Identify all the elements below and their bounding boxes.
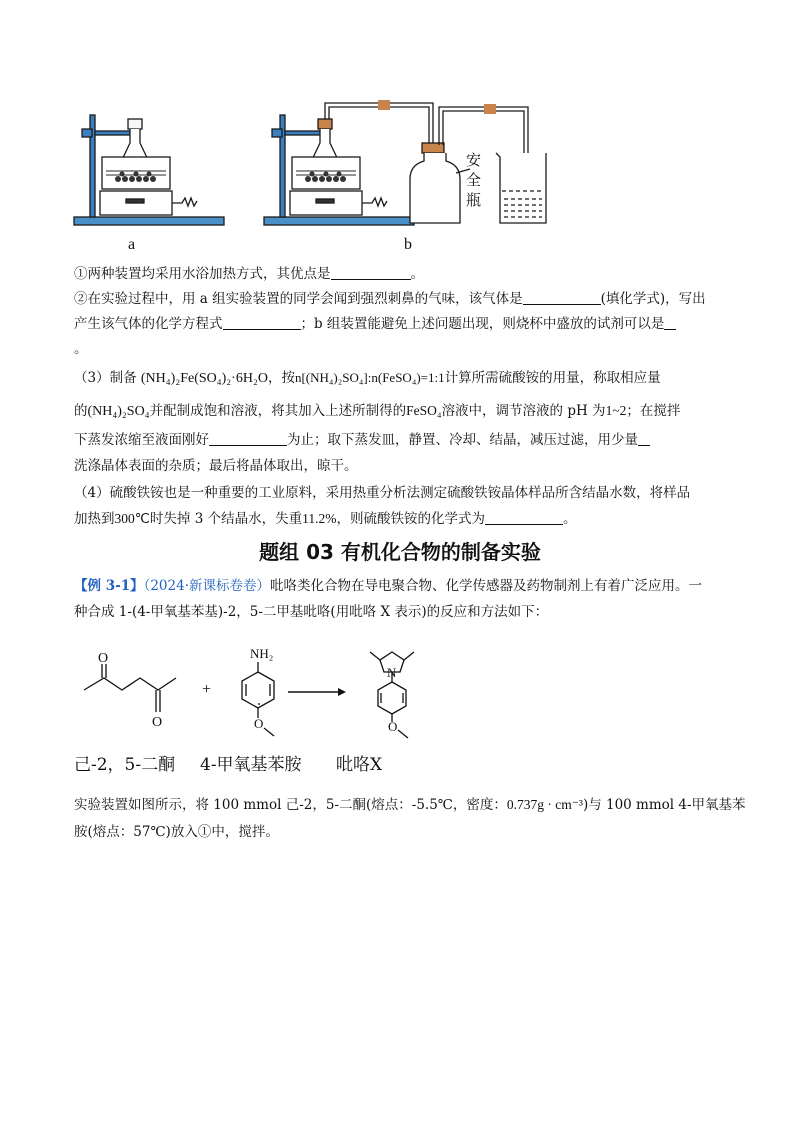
formula-ratio: n[(NH₄)₂SO₄]:n(FeSO₄)=1:1: [294, 370, 445, 385]
question-line-5: [74, 366, 661, 387]
q6-text: 的: [74, 403, 88, 419]
answer-blank-5[interactable]: [209, 431, 287, 446]
nh2-group: NH₂: [250, 646, 274, 661]
figure-label-b: b: [404, 236, 412, 253]
safety-bottle-char-2: 全: [466, 171, 482, 189]
q5-text-b: ，按: [267, 370, 295, 386]
q2-text-b: (填化学式)，写出: [600, 291, 706, 307]
apparatus-b: [264, 100, 546, 225]
plus-sign: +: [202, 681, 212, 698]
ph-range: 1~2: [605, 403, 627, 418]
q3-text: 产生该气体的化学方程式: [74, 316, 223, 332]
answer-blank-6[interactable]: [638, 431, 650, 446]
answer-blank-1[interactable]: [331, 265, 411, 280]
temperature: 300℃: [114, 511, 150, 526]
procedure-line-2: 胺(熔点：57℃)放入①中，搅拌。: [74, 824, 279, 840]
hexanedione-structure: [84, 664, 176, 712]
compound-name-1: 己-2，5-二酮: [74, 755, 176, 775]
mass-loss: 11.2%: [302, 511, 337, 526]
q6-text-d: ；在搅拌: [626, 403, 681, 419]
structure-labels: [98, 646, 397, 734]
example-text-1: 吡咯类化合物在导电聚合物、化学传感器及药物制剂上有着广泛应用。一: [270, 578, 702, 594]
q5-text: （3）制备: [74, 370, 137, 386]
question-line-9: （4）硫酸铁铵也是一种重要的工业原料，采用热重分析法测定硫酸铁铵晶体样品所含结晶水数，将样品: [74, 485, 691, 501]
procedure-text-2: )与 100 mmol 4-甲氧基苯: [582, 797, 746, 813]
atom-o-4: O: [388, 719, 398, 734]
q10-text-c: ，则硫酸铁铵的化学式为: [336, 511, 485, 527]
figure-label-a: a: [128, 236, 136, 253]
question-line-4: 。: [74, 341, 88, 357]
example-line-1: [74, 574, 702, 594]
formula-mohr-salt: (NH₄)₂Fe(SO₄)₂·6H₂O: [140, 371, 268, 386]
question-line-3: [74, 312, 676, 332]
q3-text-b: ；b 组装置能避免上述问题出现，则烧杯中盛放的试剂可以是: [300, 316, 665, 332]
question-line-10: [74, 507, 576, 527]
question-line-6: [74, 399, 680, 420]
question-line-7: [74, 428, 650, 448]
procedure-line-1: [74, 793, 746, 813]
answer-blank-7[interactable]: [485, 510, 563, 525]
q6-text-c: 溶液中，调节溶液的 pH 为: [441, 403, 606, 419]
compound-name-2: 4-甲氧基苯胺: [200, 755, 302, 775]
question-line-8: 洗涤晶体表面的杂质；最后将晶体取出，晾干。: [74, 458, 358, 474]
density-value: 0.737g · cm⁻³: [506, 797, 583, 812]
q10-end: 。: [562, 511, 577, 527]
answer-blank-2[interactable]: [523, 290, 601, 305]
atom-o-3: O: [254, 716, 264, 731]
formula-ammonium-sulfate: (NH₄)₂SO₄: [87, 404, 150, 419]
example-tag: 【例 3-1】: [74, 578, 144, 594]
example-source: （2024·新课标卷卷）: [143, 578, 270, 594]
safety-bottle-char-3: 瓶: [466, 191, 482, 209]
q10-text-b: 时失掉 3 个结晶水，失重: [149, 511, 303, 527]
procedure-text-1: 实验装置如图所示，将 100 mmol 己-2，5-二酮(熔点：-5.5℃，密度：: [74, 797, 507, 813]
compound-name-3: 吡咯X: [336, 755, 383, 775]
safety-bottle-label: [466, 150, 482, 210]
atom-o-2: O: [152, 715, 163, 730]
question-line-2: [74, 287, 706, 307]
q7-text: 下蒸发浓缩至液面刚好: [74, 432, 209, 448]
apparatus-a: [74, 115, 224, 225]
answer-blank-4[interactable]: [664, 315, 676, 330]
q10-text: 加热到: [74, 511, 115, 527]
q7-text-b: 为止；取下蒸发皿，静置、冷却、结晶，减压过滤，用少量: [287, 432, 638, 448]
atom-o-1: O: [98, 651, 109, 666]
safety-bottle-char-1: 安: [466, 151, 482, 169]
apparatus-figure: [70, 95, 570, 257]
q2-text: ②在实验过程中，用 a 组实验装置的同学会闻到强烈刺鼻的气味，该气体是: [74, 291, 523, 307]
q1-end: 。: [410, 266, 424, 282]
q1-text: ①两种装置均采用水浴加热方式，其优点是: [74, 266, 331, 282]
formula-feso4: FeSO₄: [406, 403, 442, 418]
question-line-1: [74, 262, 424, 282]
q6-text-b: 并配制成饱和溶液，将其加入上述所制得的: [149, 403, 407, 419]
reaction-arrow: [288, 688, 346, 696]
section-title: 题组 03 有机化合物的制备实验: [259, 540, 541, 564]
answer-blank-3[interactable]: [223, 315, 301, 330]
q5-text-c: 计算所需硫酸铵的用量，称取相应量: [444, 370, 661, 386]
atom-n: N: [387, 665, 397, 680]
reaction-scheme: [70, 632, 430, 744]
example-line-2: 种合成 1-(4-甲氧基苯基)-2，5-二甲基吡咯(用吡咯 X 表示)的反应和方法如下：: [74, 604, 549, 620]
